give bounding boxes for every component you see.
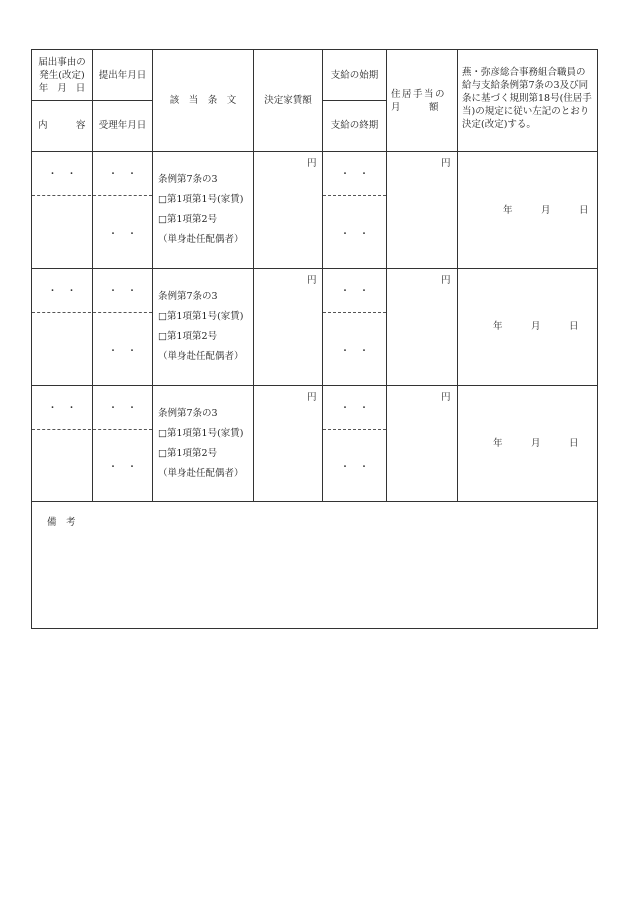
- row1-decision-date: 年 月 日: [503, 205, 589, 216]
- row2-start-date: ・ ・: [340, 286, 369, 297]
- row1-submit-date: ・ ・: [108, 169, 137, 180]
- end-header: 支給の終期: [330, 120, 379, 131]
- row3-rent-yen: 円: [307, 392, 317, 403]
- header-split-start-end: [322, 100, 387, 101]
- row3-decision-date: 年 月 日: [493, 438, 579, 449]
- row3-end-date: ・ ・: [340, 462, 369, 473]
- row1-dash-left: [32, 195, 152, 196]
- row2-allowance-yen: 円: [441, 275, 451, 286]
- row1-article-line4: （単身赴任配偶者）: [158, 234, 244, 245]
- occurrence-header-line2: 発生(改定): [39, 70, 85, 81]
- occurrence-header-line3: 年 月 日: [38, 83, 86, 94]
- row3-start-date: ・ ・: [340, 403, 369, 414]
- row3-dash-right: [323, 429, 386, 430]
- allowance-header-line1: 住居手当の: [391, 89, 447, 100]
- col-line-3: [253, 49, 254, 502]
- col-line-2: [152, 49, 153, 502]
- row1-allowance-yen: 円: [441, 158, 451, 169]
- row3-article-line2: □第1項第1号(家賃): [158, 428, 244, 439]
- row1-article-line3: □第1項第2号: [158, 214, 218, 225]
- form-table: [31, 49, 598, 629]
- header-bottom-line: [31, 151, 598, 152]
- row3-submit-date: ・ ・: [108, 403, 137, 414]
- row3-allowance-yen: 円: [441, 392, 451, 403]
- row1-article: [158, 170, 244, 250]
- row2-article-line2: □第1項第1号(家賃): [158, 311, 244, 322]
- row2-rent-yen: 円: [307, 275, 317, 286]
- submit-date-header: 提出年月日: [98, 70, 147, 81]
- row3-dash-left: [32, 429, 152, 430]
- col-line-5: [386, 49, 387, 502]
- row2-receipt-date: ・ ・: [108, 346, 137, 357]
- row1-article-line2: □第1項第1号(家賃): [158, 194, 244, 205]
- row2-end-date: ・ ・: [340, 346, 369, 357]
- row1-end-date: ・ ・: [340, 229, 369, 240]
- row2-decision-date: 年 月 日: [493, 321, 579, 332]
- row2-occurrence-date: ・ ・: [47, 286, 77, 297]
- row-line-3: [31, 501, 598, 502]
- row3-article-line1: 条例第7条の3: [158, 408, 218, 419]
- row1-receipt-date: ・ ・: [108, 229, 137, 240]
- row3-article: [158, 404, 244, 484]
- row1-article-line1: 条例第7条の3: [158, 174, 218, 185]
- allowance-header: [391, 88, 453, 114]
- row2-article-line4: （単身赴任配偶者）: [158, 351, 244, 362]
- col-line-6: [457, 49, 458, 502]
- allowance-header-line2: 月 額: [391, 102, 439, 113]
- col-line-4: [322, 49, 323, 502]
- row2-article: [158, 287, 244, 367]
- decision-text: 燕・弥彦総合事務組合職員の給与支給条例第7条の3及び同条に基づく規則第18号(住居手当)の規定に従い左記のとおり決定(改定)する。: [462, 67, 592, 130]
- row1-start-date: ・ ・: [340, 169, 369, 180]
- row2-article-line3: □第1項第2号: [158, 331, 218, 342]
- header-split-left: [31, 100, 153, 101]
- occurrence-date-header: [32, 56, 92, 95]
- row-line-1: [31, 268, 598, 269]
- row3-occurrence-date: ・ ・: [47, 403, 77, 414]
- row2-article-line1: 条例第7条の3: [158, 291, 218, 302]
- col-line-1: [92, 49, 93, 502]
- remarks-label: 備 考: [47, 517, 76, 528]
- row2-dash-left: [32, 312, 152, 313]
- article-header: 該 当 条 文: [169, 95, 237, 106]
- rent-header: 決定家賃額: [264, 95, 312, 106]
- content-header: 内 容: [38, 120, 86, 131]
- row1-rent-yen: 円: [307, 158, 317, 169]
- row2-submit-date: ・ ・: [108, 286, 137, 297]
- row3-article-line3: □第1項第2号: [158, 448, 218, 459]
- row2-dash-right: [323, 312, 386, 313]
- row3-article-line4: （単身赴任配偶者）: [158, 468, 244, 479]
- row1-dash-right: [323, 195, 386, 196]
- row-line-2: [31, 385, 598, 386]
- receipt-date-header: 受理年月日: [98, 120, 147, 131]
- occurrence-header-line1: 届出事由の: [38, 57, 86, 68]
- start-header: 支給の始期: [330, 70, 379, 81]
- row3-receipt-date: ・ ・: [108, 462, 137, 473]
- row1-occurrence-date: ・ ・: [47, 169, 77, 180]
